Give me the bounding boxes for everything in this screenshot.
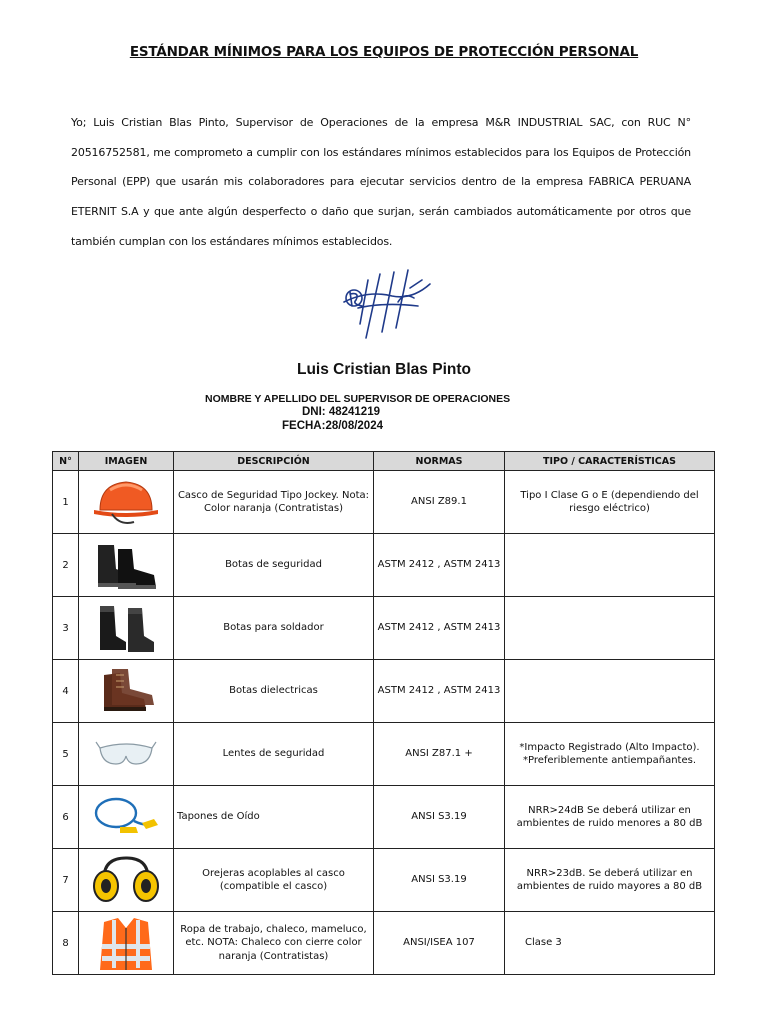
supervisor-dni: DNI: 48241219 [302,406,380,418]
safety-boots-icon [90,539,162,591]
table-row [53,597,715,660]
signature-image [338,262,434,346]
row-number: 5 [53,723,79,786]
table-row [53,723,715,786]
ear-plugs-icon [90,793,162,841]
header-number: N° [53,452,79,471]
row-description: Botas para soldador [174,597,374,660]
ear-muffs-icon [90,854,162,906]
row-image [79,471,174,534]
supervisor-label: NOMBRE Y APELLIDO DEL SUPERVISOR DE OPERACIONES [205,393,511,405]
row-number: 2 [53,534,79,597]
table-row [53,849,715,912]
row-norm: ANSI S3.19 [374,786,505,849]
table-row [53,786,715,849]
table-row [53,660,715,723]
row-description: Botas dielectricas [174,660,374,723]
epp-table [52,451,715,975]
row-type: NRR>23dB. Se deberá utilizar en ambientes de ruido mayores a 80 dB [505,849,715,912]
row-number: 4 [53,660,79,723]
table-row [53,471,715,534]
row-norm: ASTM 2412 , ASTM 2413 [374,597,505,660]
header-description: DESCRIPCIÓN [174,452,374,471]
row-image [79,912,174,975]
row-type [505,660,715,723]
header-type: TIPO / CARACTERÍSTICAS [505,452,715,471]
safety-glasses-icon [94,734,158,774]
row-description: Lentes de seguridad [174,723,374,786]
document-title: ESTÁNDAR MÍNIMOS PARA LOS EQUIPOS DE PROTECCIÓN PERSONAL [129,44,639,60]
commitment-paragraph: Yo; Luis Cristian Blas Pinto, Supervisor de Operaciones de la empresa M&R INDUSTRIAL SAC, con RUC N° 20516752581, me comprometo a cumplir con los estándares mínimos establecidos para los Equipos de Protección Personal (EPP) que usarán mis colaboradores para ejecutar servicios dentro de la empresa FABRICA PERUANA ETERNIT S.A y que ante algún desperfecto o daño que surjan, serán cambiados automáticamente por otros que también cumplan con los estándares mínimos establecidos. [71,116,691,248]
row-description: Casco de Seguridad Tipo Jockey. Nota: Color naranja (Contratistas) [174,471,374,534]
table-header-row [53,452,715,471]
welder-boots-icon [94,602,158,654]
row-norm: ASTM 2412 , ASTM 2413 [374,534,505,597]
row-type [505,534,715,597]
supervisor-name: Luis Cristian Blas Pinto [297,361,471,378]
row-norm: ANSI Z87.1 + [374,723,505,786]
row-norm: ANSI/ISEA 107 [374,912,505,975]
header-norms: NORMAS [374,452,505,471]
row-description: Botas de seguridad [174,534,374,597]
row-norm: ANSI S3.19 [374,849,505,912]
table-row [53,912,715,975]
safety-vest-icon [94,914,158,972]
row-image [79,849,174,912]
row-number: 8 [53,912,79,975]
row-type: *Impacto Registrado (Alto Impacto). *Preferiblemente antiempañantes. [505,723,715,786]
row-type: NRR>24dB Se deberá utilizar en ambientes de ruido menores a 80 dB [505,786,715,849]
row-number: 3 [53,597,79,660]
dielectric-boots-icon [94,665,158,717]
row-number: 6 [53,786,79,849]
row-image [79,723,174,786]
row-norm: ASTM 2412 , ASTM 2413 [374,660,505,723]
header-image: IMAGEN [79,452,174,471]
row-type: Clase 3 [505,912,715,975]
row-image [79,786,174,849]
document-date: FECHA:28/08/2024 [282,420,383,432]
row-image [79,534,174,597]
row-number: 1 [53,471,79,534]
row-image [79,660,174,723]
hard-hat-icon [90,476,162,528]
row-description: Ropa de trabajo, chaleco, mameluco, etc. NOTA: Chaleco con cierre color naranja (Contratistas) [174,912,374,975]
row-norm: ANSI Z89.1 [374,471,505,534]
row-number: 7 [53,849,79,912]
row-description: Tapones de Oído [174,786,374,849]
row-image [79,597,174,660]
row-type: Tipo I Clase G o E (dependiendo del riesgo eléctrico) [505,471,715,534]
row-type [505,597,715,660]
table-row [53,534,715,597]
row-description: Orejeras acoplables al casco (compatible el casco) [174,849,374,912]
